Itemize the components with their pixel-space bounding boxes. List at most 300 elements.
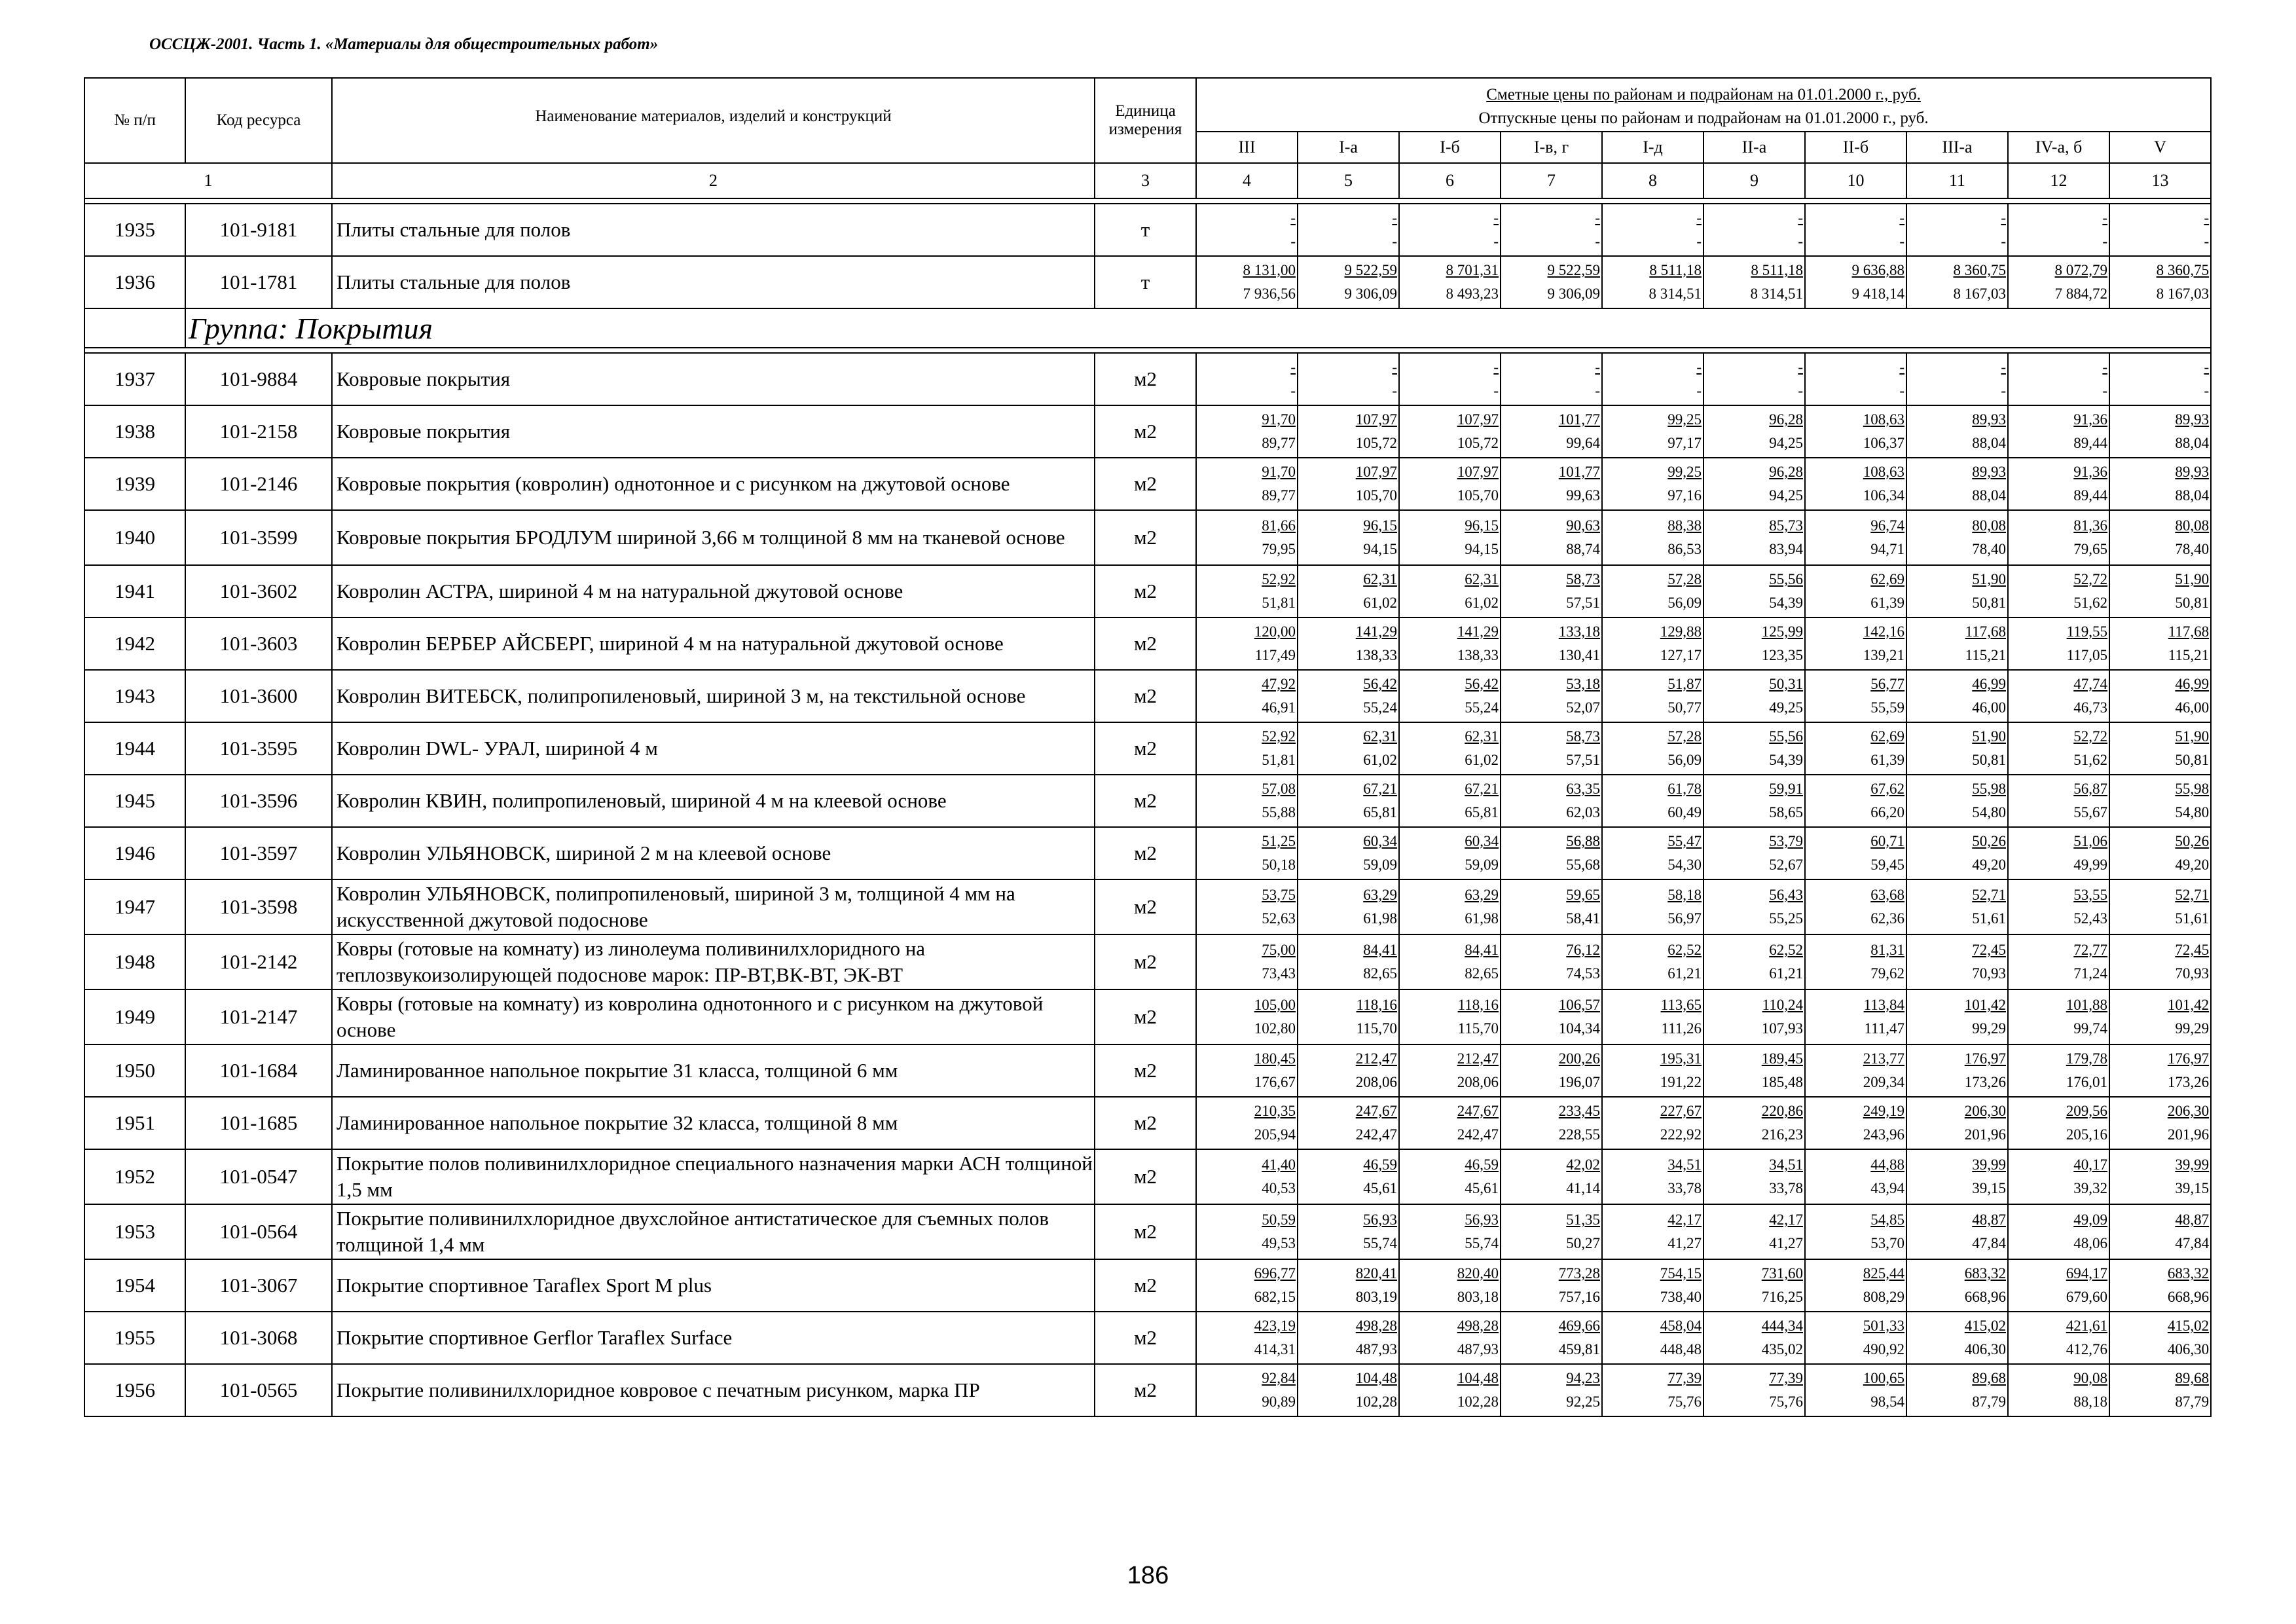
material-name: Ковры (готовые на комнату) из линолеума поливинилхлоридного на теплозвукоизолирующей подоснове марок: ПР-ВТ,ВК-ВТ, ЭК-ВТ [332, 934, 1095, 989]
column-number: 10 [1805, 163, 1906, 198]
estimate-price: 107,97 [1355, 411, 1397, 428]
region-header: III-а [1906, 132, 2008, 163]
release-price: 50,81 [2175, 595, 2210, 611]
material-name: Покрытие поливинилхлоридное двухслойное антистатическое для съемных полов толщиной 1,4 мм [332, 1204, 1095, 1259]
price-cell [1298, 510, 1399, 565]
estimate-price: 39,99 [1972, 1156, 2006, 1173]
price-cell [2008, 670, 2109, 722]
release-price: - [1493, 382, 1499, 399]
estimate-price: 55,98 [1972, 781, 2006, 797]
estimate-price: 50,31 [1769, 676, 1803, 692]
price-cell [1501, 989, 1602, 1044]
release-price: 61,98 [1363, 910, 1397, 927]
table-row [84, 458, 2211, 510]
price-cell [1501, 204, 1602, 256]
release-price: 61,02 [1363, 595, 1397, 611]
estimate-price: 51,87 [1667, 676, 1702, 692]
estimate-price: 213,77 [1863, 1050, 1904, 1067]
estimate-price: 58,73 [1566, 728, 1600, 745]
unit: м2 [1095, 775, 1196, 827]
price-cell [1704, 1149, 1805, 1204]
resource-code: 101-3068 [185, 1312, 332, 1364]
release-price: 682,15 [1254, 1289, 1296, 1305]
table-row [84, 827, 2211, 879]
release-price: 679,60 [2066, 1289, 2107, 1305]
estimate-price: 9 522,59 [1547, 262, 1600, 278]
material-name: Покрытие спортивное Gerflor Taraflex Surface [332, 1312, 1095, 1364]
estimate-price: - [1696, 359, 1702, 375]
estimate-price: 62,31 [1363, 728, 1397, 745]
release-price: - [1392, 382, 1397, 399]
release-price: 191,22 [1660, 1074, 1702, 1090]
estimate-price: - [1493, 210, 1499, 226]
estimate-price: 180,45 [1254, 1050, 1296, 1067]
price-cell [2008, 565, 2109, 618]
material-name: Плиты стальные для полов [332, 256, 1095, 308]
row-number: 1949 [84, 989, 185, 1044]
unit: м2 [1095, 353, 1196, 405]
price-cell [1399, 989, 1501, 1044]
row-number: 1938 [84, 405, 185, 458]
price-cell [1602, 879, 1704, 934]
resource-code: 101-3602 [185, 565, 332, 618]
estimate-price: 8 131,00 [1243, 262, 1296, 278]
estimate-price: 96,15 [1465, 517, 1499, 534]
table-row [84, 256, 2211, 308]
release-price: - [1798, 233, 1803, 249]
estimate-price: 233,45 [1558, 1103, 1600, 1119]
price-cell [2109, 1259, 2211, 1312]
release-price: - [1899, 233, 1904, 249]
unit: м2 [1095, 989, 1196, 1044]
estimate-price: 125,99 [1761, 623, 1803, 640]
price-cell [1196, 1364, 1298, 1416]
document-title: ОССЦЖ-2001. Часть 1. «Материалы для общестроительных работ» [149, 35, 659, 53]
release-price: 88,04 [1972, 435, 2006, 451]
price-cell [1501, 1044, 1602, 1097]
estimate-price: 247,67 [1355, 1103, 1397, 1119]
release-price: 8 314,51 [1649, 286, 1702, 302]
price-cell [2008, 1259, 2109, 1312]
price-cell [1704, 1364, 1805, 1416]
release-price: 107,93 [1761, 1020, 1803, 1037]
release-price: 242,47 [1457, 1126, 1499, 1143]
estimate-price: 99,25 [1667, 464, 1702, 480]
estimate-price: 104,48 [1457, 1370, 1499, 1386]
estimate-price: 63,29 [1363, 887, 1397, 903]
estimate-price: 754,15 [1660, 1265, 1702, 1282]
price-cell [1906, 510, 2008, 565]
release-price: 55,59 [1870, 699, 1904, 716]
price-cell [2109, 827, 2211, 879]
row-number: 1952 [84, 1149, 185, 1204]
separator-cell [84, 198, 2211, 204]
price-cell [1906, 1259, 2008, 1312]
estimate-price: 34,51 [1769, 1156, 1803, 1173]
release-price: 49,20 [2175, 857, 2210, 873]
resource-code: 101-3597 [185, 827, 332, 879]
price-cell [1298, 1149, 1399, 1204]
resource-code: 101-2147 [185, 989, 332, 1044]
region-header: I-в, г [1501, 132, 1602, 163]
column-number: 2 [332, 163, 1095, 198]
price-cell [1196, 775, 1298, 827]
price-cell [2008, 256, 2109, 308]
release-price: 139,21 [1863, 647, 1904, 663]
price-cell [1399, 1259, 1501, 1312]
release-price: 138,33 [1457, 647, 1499, 663]
price-cell [1602, 1259, 1704, 1312]
resource-code: 101-3603 [185, 618, 332, 670]
estimate-price: 91,70 [1262, 464, 1296, 480]
unit: м2 [1095, 458, 1196, 510]
row-number: 1950 [84, 1044, 185, 1097]
release-price: 73,43 [1262, 965, 1296, 982]
release-price: 668,96 [1964, 1289, 2006, 1305]
estimate-price: 62,69 [1870, 571, 1904, 587]
estimate-price: 57,28 [1667, 571, 1702, 587]
estimate-price: 77,39 [1769, 1370, 1803, 1386]
release-price: 89,44 [2073, 435, 2107, 451]
price-cell [1704, 458, 1805, 510]
estimate-price: 55,56 [1769, 571, 1803, 587]
estimate-price: - [1290, 359, 1296, 375]
row-number: 1935 [84, 204, 185, 256]
column-number: 8 [1602, 163, 1704, 198]
price-cell [1196, 827, 1298, 879]
estimate-price: 142,16 [1863, 623, 1904, 640]
estimate-price: 110,24 [1762, 997, 1803, 1013]
row-number: 1942 [84, 618, 185, 670]
release-price: 487,93 [1355, 1341, 1397, 1357]
resource-code: 101-3598 [185, 879, 332, 934]
price-cell [1704, 1044, 1805, 1097]
release-price: 62,03 [1566, 804, 1600, 821]
unit: м2 [1095, 722, 1196, 775]
unit: м2 [1095, 510, 1196, 565]
row-separator [84, 198, 2211, 204]
release-price: 205,94 [1254, 1126, 1296, 1143]
price-cell [1906, 1312, 2008, 1364]
region-header: II-а [1704, 132, 1805, 163]
estimate-price: 52,92 [1262, 728, 1296, 745]
material-name: Ковровые покрытия (ковролин) однотонное и с рисунком на джутовой основе [332, 458, 1095, 510]
release-price: 61,02 [1465, 752, 1499, 768]
estimate-price: 825,44 [1863, 1265, 1904, 1282]
price-cell [1704, 405, 1805, 458]
price-cell [1196, 618, 1298, 670]
row-number: 1945 [84, 775, 185, 827]
estimate-price: - [1290, 210, 1296, 226]
row-number: 1951 [84, 1097, 185, 1149]
estimate-price: 60,71 [1870, 833, 1904, 849]
price-table [84, 77, 2212, 1417]
price-cell [2008, 934, 2109, 989]
estimate-price: 46,59 [1465, 1156, 1499, 1173]
release-price: 97,17 [1667, 435, 1702, 451]
price-cell [1805, 989, 1906, 1044]
estimate-price: 55,47 [1667, 833, 1702, 849]
release-price: 46,00 [1972, 699, 2006, 716]
release-price: 50,77 [1667, 699, 1702, 716]
estimate-price: 89,93 [2175, 464, 2210, 480]
estimate-price: 85,73 [1769, 517, 1803, 534]
price-cell [1298, 1259, 1399, 1312]
estimate-price: 72,45 [2175, 942, 2210, 958]
estimate-price: 773,28 [1558, 1265, 1600, 1282]
release-price: 242,47 [1355, 1126, 1397, 1143]
price-cell [1501, 827, 1602, 879]
release-price: 40,53 [1262, 1180, 1296, 1196]
price-cell [1501, 1259, 1602, 1312]
price-cell [1906, 458, 2008, 510]
estimate-price: 56,87 [2073, 781, 2107, 797]
estimate-price: 81,36 [2073, 517, 2107, 534]
price-cell [1298, 565, 1399, 618]
estimate-price: 52,92 [1262, 571, 1296, 587]
release-price: 46,00 [2175, 699, 2210, 716]
table-row [84, 879, 2211, 934]
price-cell [2008, 1097, 2109, 1149]
estimate-price: - [2204, 359, 2210, 375]
price-cell [2008, 827, 2109, 879]
estimate-price: - [1798, 359, 1803, 375]
estimate-price: 67,21 [1465, 781, 1499, 797]
estimate-price: 72,77 [2073, 942, 2107, 958]
release-price: 97,16 [1667, 487, 1702, 504]
price-cell [2109, 565, 2211, 618]
price-cell [1196, 1097, 1298, 1149]
estimate-price: 820,41 [1355, 1265, 1397, 1282]
price-cell [2008, 510, 2109, 565]
estimate-price: 469,66 [1558, 1318, 1600, 1334]
release-price: 808,29 [1863, 1289, 1904, 1305]
price-cell [1196, 1312, 1298, 1364]
price-cell [2109, 722, 2211, 775]
estimate-price: 56,42 [1465, 676, 1499, 692]
row-number: 1954 [84, 1259, 185, 1312]
price-cell [1805, 353, 1906, 405]
estimate-price: 8 360,75 [2156, 262, 2210, 278]
release-price: 8 493,23 [1446, 286, 1499, 302]
estimate-price: 56,93 [1465, 1211, 1499, 1228]
price-cell [1602, 256, 1704, 308]
resource-code: 101-2158 [185, 405, 332, 458]
table-row [84, 1312, 2211, 1364]
price-cell [1602, 934, 1704, 989]
estimate-price: 48,87 [2175, 1211, 2210, 1228]
estimate-price: 96,28 [1769, 411, 1803, 428]
release-price: 448,48 [1660, 1341, 1702, 1357]
release-price: 43,94 [1870, 1180, 1904, 1196]
table-row [84, 1044, 2211, 1097]
release-price: 49,25 [1769, 699, 1803, 716]
release-price: 111,47 [1864, 1020, 1904, 1037]
material-name: Покрытие полов поливинилхлоридное специального назначения марки АСН толщиной 1,5 мм [332, 1149, 1095, 1204]
price-cell [2109, 204, 2211, 256]
release-price: 61,21 [1769, 965, 1803, 982]
price-cell [1196, 565, 1298, 618]
release-price: 55,24 [1465, 699, 1499, 716]
price-cell [1196, 1149, 1298, 1204]
estimate-price: 96,74 [1870, 517, 1904, 534]
release-price: 50,81 [1972, 752, 2006, 768]
header-num: № п/п [84, 78, 185, 163]
group-label: Группа: Покрытия [185, 308, 2211, 348]
price-cell [1298, 827, 1399, 879]
estimate-price: 220,86 [1761, 1103, 1803, 1119]
price-cell [1805, 510, 1906, 565]
column-number: 6 [1399, 163, 1501, 198]
price-cell [1298, 1097, 1399, 1149]
release-price: 106,34 [1863, 487, 1904, 504]
estimate-price: 89,68 [1972, 1370, 2006, 1386]
unit: м2 [1095, 1044, 1196, 1097]
row-number: 1944 [84, 722, 185, 775]
release-price: 49,99 [2073, 857, 2107, 873]
price-cell [1399, 670, 1501, 722]
material-name: Ковровые покрытия БРОДЛУМ шириной 3,66 м толщиной 8 мм на тканевой основе [332, 510, 1095, 565]
estimate-price: 49,09 [2073, 1211, 2107, 1228]
price-cell [2008, 353, 2109, 405]
estimate-price: 91,36 [2073, 464, 2107, 480]
price-cell [1298, 1204, 1399, 1259]
release-price: 55,74 [1465, 1235, 1499, 1251]
release-price: 70,93 [1972, 965, 2006, 982]
estimate-price: 58,73 [1566, 571, 1600, 587]
release-price: 61,02 [1465, 595, 1499, 611]
estimate-price: - [1798, 210, 1803, 226]
price-cell [1906, 565, 2008, 618]
price-cell [1399, 1204, 1501, 1259]
estimate-price: 50,59 [1262, 1211, 1296, 1228]
price-cell [1196, 405, 1298, 458]
estimate-price: 96,28 [1769, 464, 1803, 480]
estimate-price: 52,72 [2073, 571, 2107, 587]
price-cell [1399, 204, 1501, 256]
release-price: 51,61 [2175, 910, 2210, 927]
estimate-price: 108,63 [1863, 411, 1904, 428]
material-name: Ламинированное напольное покрытие 32 класса, толщиной 8 мм [332, 1097, 1095, 1149]
release-price: 117,05 [2066, 647, 2107, 663]
price-cell [1298, 670, 1399, 722]
estimate-price: 42,17 [1667, 1211, 1702, 1228]
estimate-price: 90,63 [1566, 517, 1600, 534]
unit: м2 [1095, 1312, 1196, 1364]
price-cell [1906, 204, 2008, 256]
price-cell [1399, 405, 1501, 458]
region-header: I-б [1399, 132, 1501, 163]
release-price: 55,88 [1262, 804, 1296, 821]
estimate-price: 92,84 [1262, 1370, 1296, 1386]
price-cell [2109, 1097, 2211, 1149]
release-price: 99,64 [1566, 435, 1600, 451]
price-cell [1399, 1044, 1501, 1097]
estimate-price: 444,34 [1761, 1318, 1803, 1334]
release-price: 94,25 [1769, 435, 1803, 451]
estimate-price: 89,93 [1972, 411, 2006, 428]
estimate-price: 51,90 [1972, 728, 2006, 745]
release-price: 65,81 [1465, 804, 1499, 821]
price-cell [1298, 1364, 1399, 1416]
release-price: 8 167,03 [1953, 286, 2006, 302]
row-number: 1956 [84, 1364, 185, 1416]
price-cell [1805, 827, 1906, 879]
price-cell [1196, 458, 1298, 510]
release-price: 115,70 [1356, 1020, 1397, 1037]
price-cell [1704, 775, 1805, 827]
estimate-price: 8 511,18 [1649, 262, 1702, 278]
estimate-price: 696,77 [1254, 1265, 1296, 1282]
price-cell [1196, 879, 1298, 934]
price-cell [1399, 353, 1501, 405]
price-cell [1805, 1044, 1906, 1097]
release-price: 176,01 [2066, 1074, 2107, 1090]
header-prices [1196, 78, 2211, 132]
price-cell [1501, 1364, 1602, 1416]
estimate-price: 209,56 [2066, 1103, 2107, 1119]
estimate-price: 46,99 [2175, 676, 2210, 692]
estimate-price: - [2001, 359, 2006, 375]
estimate-price: 47,74 [2073, 676, 2107, 692]
price-cell [1805, 670, 1906, 722]
price-cell [1298, 775, 1399, 827]
price-cell [1602, 1149, 1704, 1204]
price-cell [1704, 1259, 1805, 1312]
release-price: 98,54 [1870, 1393, 1904, 1410]
table-row [84, 934, 2211, 989]
estimate-price: 683,32 [2167, 1265, 2210, 1282]
estimate-price: 498,28 [1355, 1318, 1397, 1334]
estimate-price: 101,77 [1558, 411, 1600, 428]
release-price: 56,97 [1667, 910, 1702, 927]
header-prices-release: Отпускные цены по районам и подрайонам на 01.01.2000 г., руб. [1478, 109, 1929, 127]
release-price: 61,39 [1870, 752, 1904, 768]
estimate-price: 62,31 [1465, 728, 1499, 745]
release-price: 65,81 [1363, 804, 1397, 821]
release-price: - [1696, 233, 1702, 249]
release-price: 48,06 [2073, 1235, 2107, 1251]
unit: м2 [1095, 618, 1196, 670]
release-price: 412,76 [2066, 1341, 2107, 1357]
estimate-price: 90,08 [2073, 1370, 2107, 1386]
release-price: 94,15 [1363, 541, 1397, 557]
estimate-price: 113,84 [1863, 997, 1904, 1013]
release-price: 59,45 [1870, 857, 1904, 873]
release-price: 33,78 [1769, 1180, 1803, 1196]
price-cell [1298, 879, 1399, 934]
estimate-price: 141,29 [1355, 623, 1397, 640]
resource-code: 101-1684 [185, 1044, 332, 1097]
material-name: Покрытие спортивное Taraflex Sport M plus [332, 1259, 1095, 1312]
price-cell [1602, 405, 1704, 458]
estimate-price: 60,34 [1465, 833, 1499, 849]
estimate-price: - [1595, 210, 1600, 226]
estimate-price: 8 701,31 [1446, 262, 1499, 278]
estimate-price: 62,31 [1465, 571, 1499, 587]
release-price: 75,76 [1667, 1393, 1702, 1410]
price-cell [1704, 618, 1805, 670]
table-row [84, 1259, 2211, 1312]
price-cell [1704, 722, 1805, 775]
release-price: 51,61 [1972, 910, 2006, 927]
price-cell [2008, 618, 2109, 670]
release-price: 803,19 [1355, 1289, 1397, 1305]
price-cell [1399, 1312, 1501, 1364]
release-price: 79,95 [1262, 541, 1296, 557]
table-row [84, 618, 2211, 670]
release-price: 52,07 [1566, 699, 1600, 716]
